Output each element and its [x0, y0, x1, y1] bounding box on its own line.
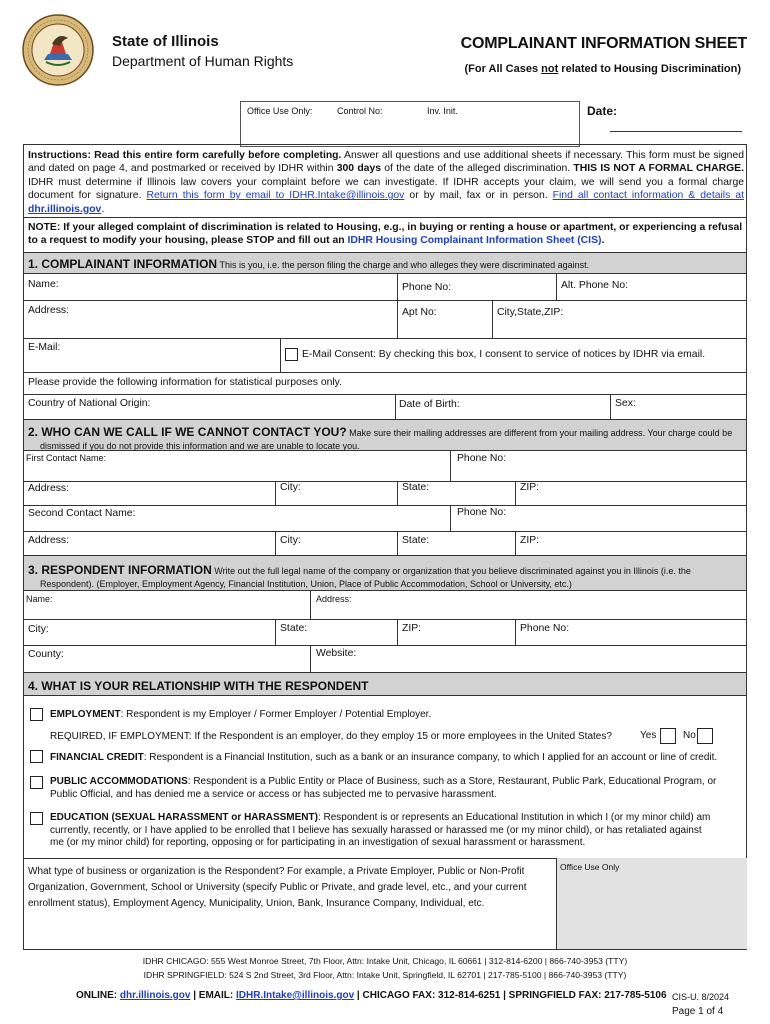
divider — [275, 619, 276, 645]
instructions: Instructions: Read this entire form carefully before completing. Answer all questions and use additional sheets if necessary. This form must be signed and dated on page 4, and postmarked or received by IDHR within 300 days of the date of the alleged discrimination. THIS IS NOT A FORMAL CHARGE. IDHR must determine if Illinois law covers your complaint before we can investigate. If IDHR accepts your claim, we will send you a formal charge document for signature. Return this form by email to IDHR.Intake@illinois.gov or by mail, fax or in person. Find all contact information & details at dhr.illinois.gov. — [28, 150, 744, 215]
divider — [515, 619, 516, 645]
second-contact-state-label: State: — [402, 535, 430, 546]
divider — [556, 274, 557, 300]
divider — [450, 451, 451, 481]
inv-init-label: Inv. Init. — [427, 106, 458, 116]
form-title: COMPLAINANT INFORMATION SHEET — [460, 35, 747, 52]
springfield-office-info: IDHR SPRINGFIELD: 524 S 2nd Street, 3rd Floor, Attn: Intake Unit, Springfield, IL 62701 | 217-785-5100 | 866-740-3953 (TTY) — [143, 970, 627, 980]
contact-line: ONLINE: dhr.illinois.gov | EMAIL: IDHR.Intake@illinois.gov | CHICAGO FAX: 312-814-6251 | SPRINGFIELD FAX: 217-785-5106 — [76, 990, 667, 1001]
divider — [24, 300, 746, 301]
country-origin-label: Country of National Origin: — [28, 398, 151, 409]
statistical-note: Please provide the following information for statistical purposes only. — [28, 377, 342, 388]
first-contact-address-label: Address: — [28, 483, 70, 494]
divider — [24, 394, 746, 395]
second-contact-phone-label: Phone No: — [457, 507, 507, 518]
date-label: Date: — [587, 104, 618, 118]
state-name: State of Illinois — [112, 33, 219, 50]
business-type-question: What type of business or organization is the Respondent? For example, a Private Employer, Public or Non-Profit Organization, Government, School or University (specify Public or Private, and grade level, etc., and your current enrollment status), Employment Agency, Municipality, Union, Bank, Insurance Company, Individual, etc. — [28, 866, 527, 909]
respondent-county-label: County: — [28, 649, 64, 660]
divider — [24, 531, 746, 532]
state-seal-icon — [22, 14, 94, 86]
employer-size-question: REQUIRED, IF EMPLOYMENT: If the Respondent is an employer, do they employ 15 or more employees in the United States? — [50, 731, 612, 742]
divider — [310, 591, 311, 619]
divider — [397, 531, 398, 555]
divider — [24, 372, 746, 373]
complainant-name-label: Name: — [28, 279, 59, 290]
divider — [24, 619, 746, 620]
contact-info-link[interactable]: Find all contact information & details at dhr.illinois.gov — [28, 190, 744, 215]
no-label: No — [683, 730, 696, 741]
divider — [280, 338, 281, 372]
section-1-header: 1. COMPLAINANT INFORMATION This is you, i.e. the person filing the charge and who alleges they were discriminated against. — [24, 252, 746, 274]
divider — [24, 481, 746, 482]
complainant-address-label: Address: — [28, 305, 70, 316]
form-revision: CIS-U. 8/2024 — [672, 992, 730, 1002]
respondent-name-label: Name: — [26, 594, 53, 604]
complainant-apt-label: Apt No: — [402, 307, 437, 318]
divider — [515, 531, 516, 555]
email-link[interactable]: IDHR.Intake@illinois.gov — [236, 990, 355, 1001]
complainant-email-label: E-Mail: — [28, 342, 61, 353]
financial-credit-option: FINANCIAL CREDIT: Respondent is a Financial Institution, such as a bank or an insurance company, to which I applied for an account or line of credit. — [50, 752, 718, 763]
chicago-office-info: IDHR CHICAGO: 555 West Monroe Street, 7th Floor, Attn: Intake Unit, Chicago, IL 60661 | 312-814-6200 | 866-740-3953 (TTY) — [142, 956, 628, 966]
employment-checkbox[interactable] — [30, 708, 43, 721]
respondent-website-label: Website: — [316, 648, 357, 659]
divider — [515, 481, 516, 505]
education-checkbox[interactable] — [30, 812, 43, 825]
section-2-header: 2. WHO CAN WE CALL IF WE CANNOT CONTACT YOU? Make sure their mailing addresses are different from your mailing address. Your charge could be dismissed if you do not provide this information and we are unable to locate you. — [24, 419, 746, 451]
divider — [24, 505, 746, 506]
divider — [275, 481, 276, 505]
office-use-only-box: Office Use Only — [556, 858, 747, 949]
first-contact-state-label: State: — [402, 482, 430, 493]
return-email-link[interactable]: Return this form by email to IDHR.Intake@illinois.gov — [146, 190, 405, 202]
second-contact-city-label: City: — [280, 535, 301, 546]
complainant-alt-phone-label: Alt. Phone No: — [561, 280, 629, 291]
no-checkbox[interactable] — [697, 728, 713, 744]
divider — [397, 481, 398, 505]
sex-label: Sex: — [615, 398, 636, 409]
divider — [397, 619, 398, 645]
housing-cis-link[interactable]: IDHR Housing Complainant Information Sheet (CIS) — [347, 235, 602, 247]
section-4-header: 4. WHAT IS YOUR RELATIONSHIP WITH THE RESPONDENT — [24, 672, 746, 696]
divider — [24, 645, 746, 646]
divider — [24, 217, 746, 218]
email-consent-label: E-Mail Consent: By checking this box, I consent to service of notices by IDHR via email. — [302, 349, 706, 360]
first-contact-city-label: City: — [280, 482, 301, 493]
first-contact-name-label: First Contact Name: — [26, 453, 107, 463]
date-field[interactable] — [610, 131, 742, 132]
second-contact-zip-label: ZIP: — [520, 535, 540, 546]
form-subtitle: (For All Cases not related to Housing Discrimination) — [464, 63, 741, 75]
dob-label: Date of Birth: — [399, 399, 460, 410]
divider — [450, 505, 451, 531]
divider — [275, 531, 276, 555]
divider — [310, 645, 311, 672]
section-3-header: 3. RESPONDENT INFORMATION Write out the full legal name of the company or organization that you believe discriminated against you in Illinois (i.e. the Respondent). (Employer, Employment Agency, Financial Institution, Union, Place of Public Accommodation, School or University, etc.) — [24, 555, 746, 591]
page-number: Page 1 of 4 — [672, 1006, 724, 1017]
employment-option: EMPLOYMENT: Respondent is my Employer / Former Employer / Potential Employer. — [50, 709, 432, 720]
divider — [397, 274, 398, 338]
education-option: EDUCATION (SEXUAL HARASSMENT or HARASSMENT): Respondent is or represents an Educational Institution in which I (or my minor child) am currently, recently, or I have applied to be enrolled that I believe has sexually harassed or harassed me (or my minor child), or has retaliated against me (or my minor child) for reporting, opposing or for participating in an investigation of sexual harassment or harassment. — [50, 812, 711, 848]
divider — [24, 338, 746, 339]
complainant-phone-label: Phone No: — [402, 282, 452, 293]
public-accommodations-checkbox[interactable] — [30, 776, 43, 789]
department-name: Department of Human Rights — [112, 53, 294, 69]
first-contact-zip-label: ZIP: — [520, 482, 540, 493]
office-use-label: Office Use Only: — [247, 106, 313, 116]
respondent-address-label: Address: — [316, 594, 352, 604]
first-contact-phone-label: Phone No: — [457, 453, 507, 464]
respondent-state-label: State: — [280, 623, 308, 634]
housing-note: NOTE: If your alleged complaint of discrimination is related to Housing, e.g., in buying or renting a house or apartment, or experiencing a refusal to a request to modify your housing, please STOP and fill out an IDHR Housing Complainant Information Sheet (CIS). — [28, 222, 743, 247]
respondent-zip-label: ZIP: — [402, 623, 422, 634]
financial-credit-checkbox[interactable] — [30, 750, 43, 763]
divider — [492, 300, 493, 338]
yes-label: Yes — [640, 730, 657, 741]
yes-checkbox[interactable] — [660, 728, 676, 744]
email-consent-checkbox[interactable] — [285, 348, 298, 361]
control-no-label: Control No: — [337, 106, 383, 116]
office-use-box — [240, 101, 580, 147]
second-contact-address-label: Address: — [28, 535, 70, 546]
complainant-city-state-zip-label: City,State,ZIP: — [497, 307, 564, 318]
divider — [395, 394, 396, 419]
public-accommodations-option: PUBLIC ACCOMMODATIONS: Respondent is a Public Entity or Place of Business, such as a Store, Restaurant, Public Park, Educational Program, or Public Official, and has denied me a service or access or has subjected me to pervasive harassment. — [50, 776, 717, 800]
respondent-city-label: City: — [28, 624, 49, 635]
respondent-phone-label: Phone No: — [520, 623, 570, 634]
website-link[interactable]: dhr.illinois.gov — [119, 990, 191, 1001]
second-contact-name-label: Second Contact Name: — [28, 508, 136, 519]
divider — [610, 394, 611, 419]
